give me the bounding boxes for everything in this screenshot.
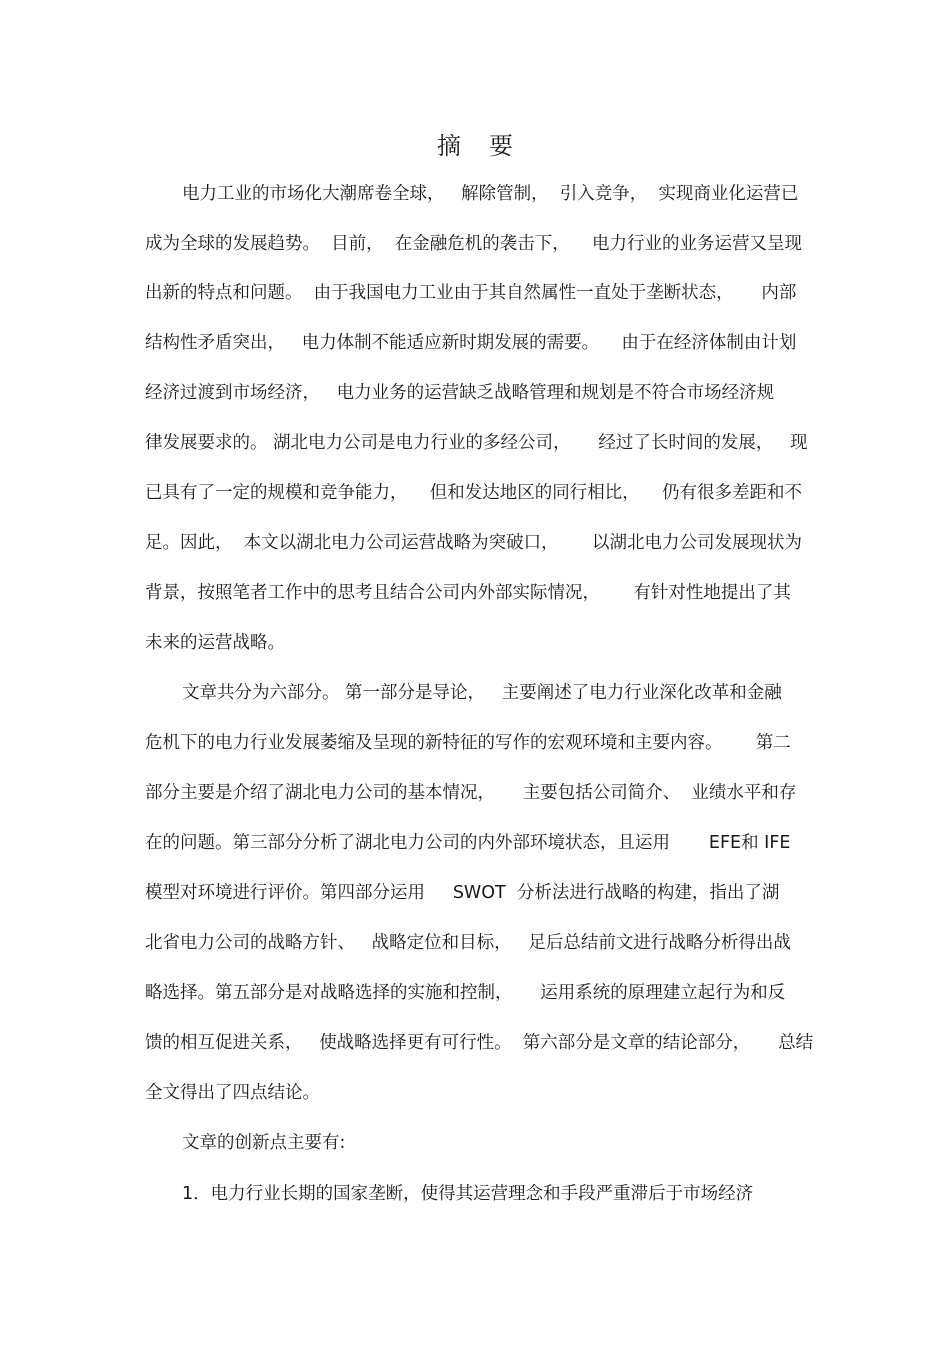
text-line: 略选择。第五部分是对战略选择的实施和控制， 运用系统的原理建立起行为和反 bbox=[145, 983, 786, 1003]
page-title bbox=[0, 128, 950, 164]
text-line: 背景，按照笔者工作中的思考且结合公司内外部实际情况， 有针对性地提出了其 bbox=[145, 583, 791, 603]
text-line: 律发展要求的。 湖北电力公司是电力行业的多经公司， 经过了长时间的发展， 现 bbox=[145, 433, 808, 453]
text-line: 足。因此， 本文以湖北电力公司运营战略为突破口， 以湖北电力公司发展现状为 bbox=[145, 533, 802, 553]
text-line: 未来的运营战略。 bbox=[145, 633, 285, 653]
title-char-2: 要 bbox=[489, 132, 513, 160]
text-line: 全文得出了四点结论。 bbox=[145, 1083, 320, 1103]
text-line: 在的问题。第三部分分析了湖北电力公司的内外部环境状态，且运用 EFE和 IFE bbox=[145, 833, 791, 853]
text-line: 危机下的电力行业发展萎缩及呈现的新特征的写作的宏观环境和主要内容。 第二 bbox=[145, 733, 791, 753]
text-line: 1．电力行业长期的国家垄断，使得其运营理念和手段严重滞后于市场经济 bbox=[182, 1184, 754, 1204]
text-line: 成为全球的发展趋势。 目前， 在金融危机的袭击下， 电力行业的业务运营又呈现 bbox=[145, 234, 802, 254]
text-line: 模型对环境进行评价。第四部分运用 SWOT 分析法进行战略的构建，指出了湖 bbox=[145, 883, 780, 903]
text-line: 北省电力公司的战略方针、 战略定位和目标， 足后总结前文进行战略分析得出战 bbox=[145, 933, 791, 953]
text-line: 馈的相互促进关系， 使战略选择更有可行性。 第六部分是文章的结论部分， 总结 bbox=[145, 1033, 814, 1053]
text-line: 电力工业的市场化大潮席卷全球， 解除管制， 引入竞争， 实现商业化运营已 bbox=[182, 184, 799, 204]
text-line: 出新的特点和问题。 由于我国电力工业由于其自然属性一直处于垄断状态， 内部 bbox=[145, 283, 797, 303]
text-line: 经济过渡到市场经济， 电力业务的运营缺乏战略管理和规划是不符合市场经济规 bbox=[145, 383, 775, 403]
text-line: 结构性矛盾突出， 电力体制不能适应新时期发展的需要。 由于在经济体制由计划 bbox=[145, 333, 797, 353]
text-line: 已具有了一定的规模和竞争能力， 但和发达地区的同行相比， 仍有很多差距和不 bbox=[145, 483, 802, 503]
text-line: 部分主要是介绍了湖北电力公司的基本情况， 主要包括公司简介、 业绩水平和存 bbox=[145, 783, 797, 803]
text-line: 文章共分为六部分。 第一部分是导论， 主要阐述了电力行业深化改革和金融 bbox=[182, 683, 782, 703]
title-char-1: 摘 bbox=[437, 132, 461, 160]
text-line: 文章的创新点主要有: bbox=[182, 1133, 346, 1153]
